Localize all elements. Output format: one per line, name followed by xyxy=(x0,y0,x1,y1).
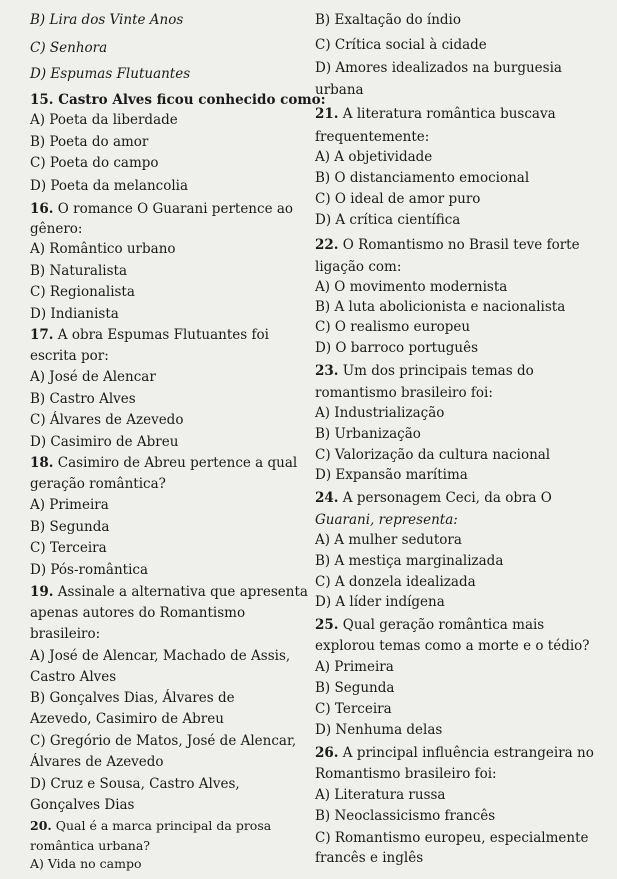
option-line: C) Terceira xyxy=(30,540,107,556)
option-line: B) Neoclassicismo francês xyxy=(315,808,496,824)
option-line: A) José de Alencar, Machado de Assis, xyxy=(30,648,291,664)
option-line: C) Crítica social à cidade xyxy=(315,37,487,53)
option-line: Álvares de Azevedo xyxy=(30,754,164,770)
option-line: B) A mestiça marginalizada xyxy=(315,553,504,569)
option-line: Gonçalves Dias xyxy=(30,797,135,813)
option-line: A) Industrialização xyxy=(315,405,445,421)
option-line: A) Primeira xyxy=(30,497,109,513)
question-26: 26. A principal influência estrangeira no xyxy=(315,745,594,761)
question-line: escrita por: xyxy=(30,348,109,364)
option-line: C) Poeta do campo xyxy=(30,155,159,171)
option-line: Azevedo, Casimiro de Abreu xyxy=(30,711,224,727)
question-17: 17. A obra Espumas Flutuantes foi xyxy=(30,327,269,343)
option-line: C) Gregório de Matos, José de Alencar, xyxy=(30,733,297,749)
option-line: urbana xyxy=(315,82,364,98)
option-line: C) Romantismo europeu, especialmente xyxy=(315,830,589,846)
option-line: D) Pós-romântica xyxy=(30,562,149,578)
option-line: C) Senhora xyxy=(30,40,108,56)
question-line: frequentemente: xyxy=(315,129,430,145)
question-line: Guarani, representa: xyxy=(315,512,458,528)
question-line: apenas autores do Romantismo xyxy=(30,605,246,621)
question-16: 16. O romance O Guarani pertence ao xyxy=(30,201,294,217)
option-line: C) O ideal de amor puro xyxy=(315,191,481,207)
question-line: romantismo brasileiro foi: xyxy=(315,385,493,401)
question-20: 20. Qual é a marca principal da prosa xyxy=(30,818,272,833)
question-19: 19. Assinale a alternativa que apresenta xyxy=(30,584,308,600)
option-line: A) José de Alencar xyxy=(30,369,156,385)
question-line: ligação com: xyxy=(315,259,402,275)
question-line: gênero: xyxy=(30,221,83,237)
option-line: B) Lira dos Vinte Anos xyxy=(30,12,184,28)
option-line: C) Álvares de Azevedo xyxy=(30,412,184,428)
option-line: B) O distanciamento emocional xyxy=(315,170,530,186)
option-line: B) Naturalista xyxy=(30,263,127,279)
option-line: D) Espumas Flutuantes xyxy=(30,66,191,82)
question-line: geração romântica? xyxy=(30,476,166,492)
question-24: 24. A personagem Ceci, da obra O xyxy=(315,490,552,506)
question-line: brasileiro: xyxy=(30,626,101,642)
option-line: B) Segunda xyxy=(30,519,110,535)
question-23: 23. Um dos principais temas do xyxy=(315,363,534,379)
option-line: A) Literatura russa xyxy=(315,787,446,803)
option-line: B) Exaltação do índio xyxy=(315,12,461,28)
option-line: Castro Alves xyxy=(30,669,117,685)
option-line: D) Indianista xyxy=(30,306,119,322)
option-line: A) Vida no campo xyxy=(30,856,142,871)
option-line: D) Poeta da melancolia xyxy=(30,178,189,194)
option-line: B) Castro Alves xyxy=(30,391,136,407)
option-line: B) Segunda xyxy=(315,680,395,696)
option-line: D) Cruz e Sousa, Castro Alves, xyxy=(30,776,240,792)
option-line: D) A crítica científica xyxy=(315,212,461,228)
option-line: A) A objetividade xyxy=(315,149,433,165)
option-line: A) Primeira xyxy=(315,659,394,675)
option-line: A) Poeta da liberdade xyxy=(30,112,178,128)
question-line: explorou temas como a morte e o tédio? xyxy=(315,638,590,654)
option-line: C) Terceira xyxy=(315,701,392,717)
option-line: A) A mulher sedutora xyxy=(315,532,462,548)
option-line: B) Urbanização xyxy=(315,426,421,442)
option-line: francês e inglês xyxy=(315,850,424,866)
option-line: B) Gonçalves Dias, Álvares de xyxy=(30,690,235,706)
question-18: 18. Casimiro de Abreu pertence a qual xyxy=(30,455,298,471)
option-line: B) A luta abolicionista e nacionalista xyxy=(315,299,566,315)
option-line: A) Romântico urbano xyxy=(30,241,176,257)
question-22: 22. O Romantismo no Brasil teve forte xyxy=(315,237,580,253)
option-line: D) Nenhuma delas xyxy=(315,722,443,738)
question-15: 15. Castro Alves ficou conhecido como: xyxy=(30,92,326,108)
option-line: D) Casimiro de Abreu xyxy=(30,434,179,450)
option-line: C) Valorização da cultura nacional xyxy=(315,447,551,463)
question-line: romântica urbana? xyxy=(30,838,150,853)
option-line: C) A donzela idealizada xyxy=(315,574,476,590)
option-line: D) Expansão marítima xyxy=(315,467,468,483)
option-line: D) O barroco português xyxy=(315,340,479,356)
option-line: A) O movimento modernista xyxy=(315,279,508,295)
option-line: C) Regionalista xyxy=(30,284,135,300)
question-line: Romantismo brasileiro foi: xyxy=(315,766,497,782)
question-21: 21. A literatura romântica buscava xyxy=(315,106,556,122)
option-line: C) O realismo europeu xyxy=(315,319,471,335)
option-line: D) Amores idealizados na burguesia xyxy=(315,60,562,76)
option-line: B) Poeta do amor xyxy=(30,134,149,150)
question-25: 25. Qual geração romântica mais xyxy=(315,617,545,633)
option-line: D) A líder indígena xyxy=(315,594,445,610)
